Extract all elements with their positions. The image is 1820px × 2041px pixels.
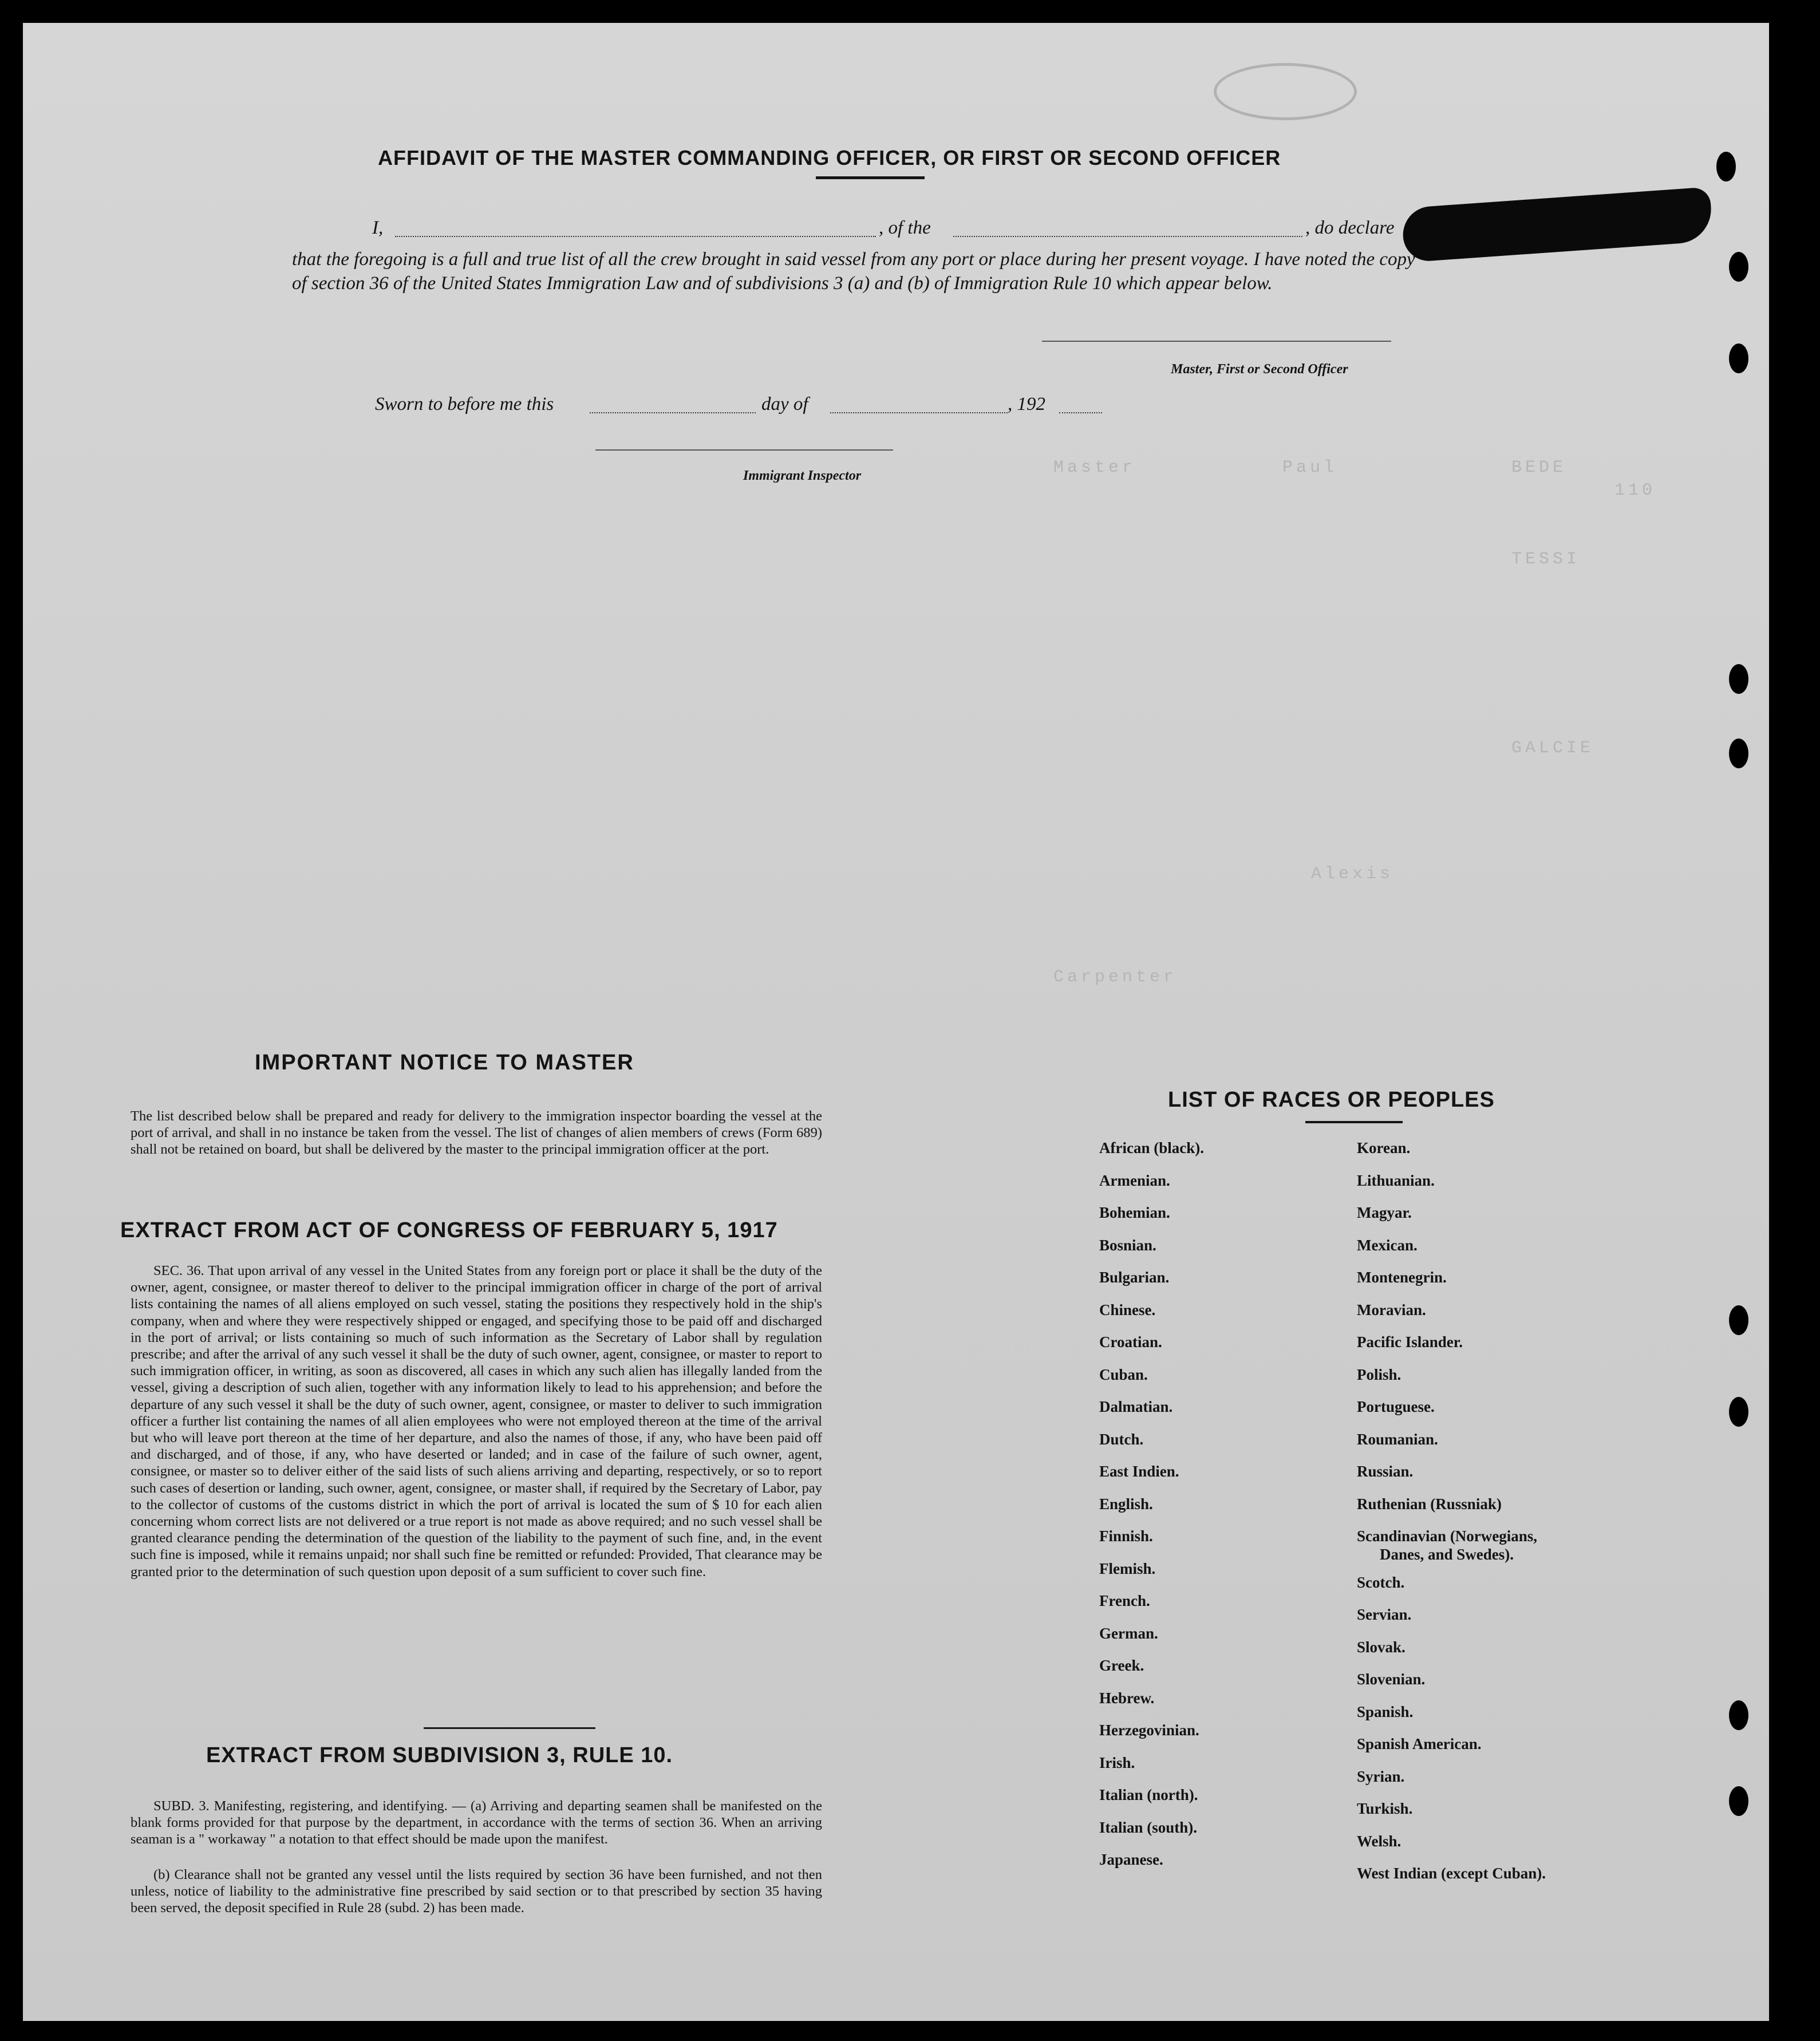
- race-item: Turkish.: [1357, 1800, 1413, 1817]
- race-item: Greek.: [1099, 1657, 1144, 1674]
- section-divider: [424, 1727, 595, 1729]
- name-blank[interactable]: [395, 236, 876, 237]
- race-item: Bosnian.: [1099, 1237, 1156, 1254]
- race-item: Montenegrin.: [1357, 1269, 1447, 1286]
- race-item: Cuban.: [1099, 1366, 1148, 1383]
- race-item: English.: [1099, 1495, 1153, 1513]
- inspector-signature-line[interactable]: [595, 449, 893, 451]
- race-item: French.: [1099, 1592, 1150, 1609]
- race-item: Syrian.: [1357, 1768, 1405, 1785]
- race-item: Ruthenian (Russniak): [1357, 1495, 1502, 1513]
- race-item: Polish.: [1357, 1366, 1401, 1383]
- race-item: Dalmatian.: [1099, 1398, 1173, 1415]
- binding-hole: [1729, 1700, 1748, 1730]
- race-item: Chinese.: [1099, 1301, 1156, 1318]
- sworn-month-blank[interactable]: [830, 412, 1008, 413]
- race-item: Korean.: [1357, 1139, 1411, 1156]
- binding-hole: [1729, 664, 1748, 694]
- race-item: Lithuanian.: [1357, 1172, 1435, 1189]
- notice-title: IMPORTANT NOTICE TO MASTER: [255, 1051, 634, 1075]
- affidavit-do-declare: , do declare: [1305, 218, 1395, 238]
- binding-hole: [1729, 252, 1748, 282]
- race-item: Pacific Islander.: [1357, 1333, 1463, 1351]
- races-title: LIST OF RACES OR PEOPLES: [1168, 1088, 1495, 1112]
- faded-stamp: [1214, 63, 1357, 120]
- redaction-mark: [1401, 187, 1713, 262]
- sworn-day-of: day of: [761, 394, 808, 414]
- race-item: Slovenian.: [1357, 1671, 1426, 1688]
- binding-hole: [1716, 152, 1736, 181]
- affidavit-paragraph: that the foregoing is a full and true list of all the crew brought in said vessel from any port or place during her present voyage. I have noted the copy of section 36 of the United States Immigration Law and of subdivisions 3 (a) and (b) of Immigration Rule 10 which appear below.: [292, 249, 1415, 294]
- race-item: Servian.: [1357, 1606, 1412, 1623]
- race-item: East Indien.: [1099, 1463, 1179, 1480]
- race-item: Scotch.: [1357, 1574, 1405, 1591]
- document-page: BEDE TESSI GALCIE Paul Master 110 Alexis Carpenter AFFIDAVIT OF THE MASTER COMMANDING OFFICER, OR FIRST OR SECOND OFFICER I, , of the , do declare that the foregoing is a full and true list of all the crew brought in said vessel from any port or place during her present voyage. I have noted the copy of section 36 of the United States Immigration Law and of subdivisions 3 (a) and (b) of Immigration Rule 10 which appear below. Master, First or Second Officer Sworn to before me this day of , 192 Immigrant Inspector IMPORTANT NOTICE TO MASTER The list described below shall be prepared and ready for delivery to the immigration inspector boarding the vessel at the port of arrival, and shall in no instance be taken from the vessel. The list of changes of alien members of crews (Form 689) shall not be retained on board, but shall be delivered by the master to the principal immigration officer at the port. EXTRACT FROM ACT OF CONGRESS OF FEBRUARY 5, 1917 SEC. 36. That upon arrival of any vessel in the United States from any foreign port or place it shall be the duty of the owner, agent, consignee, or master thereof to deliver to the principal immigration officer in charge of the port of arrival lists containing the names of all aliens employed on such vessel, stating the positions they respectively hold in the ship's company, when and where they were respectively shipped or engaged, and specifying those to be paid off and discharged in the port of arrival; or lists containing so much of such information as the Secretary of Labor shall by regulation prescribe; and after the arrival of any such vessel it shall be the duty of such owner, agent, consignee, or master to report to such immigration officer, in writing, as soon as discovered, all cases in which any such alien has illegally landed from the vessel, giving a description of such alien, together with any information likely to lead to his apprehension; and before the departure of any such vessel it shall be the duty of such owner, agent, consignee, or master to deliver to such immigration officer a further list containing the names of all alien employees who were not employed thereon at the time of the arrival but who will leave port thereon at the time of her departure, and also the names of those, if any, who have been paid off and discharged, and of those, if any, who have deserted or landed; and in case of the failure of such owner, agent, consignee, or master so to deliver either of the said lists of such aliens arriving and departing, respectively, or so to report such cases of desertion or landing, such owner, agent, consignee, or master shall, if required by the Secretary of Labor, pay to the collector of customs of the customs district in which the port of arrival is located the sum of $ 10 for each alien concerning whom correct lists are not delivered or a true report is not made as above required; and no such vessel shall be granted clearance pending the determination of the question of the liability to the payment of such fine, and, in the event such fine is imposed, while it remains unpaid; nor shall such fine be remitted or refunded: Provided, That clearance may be granted prior to the determination of such question upon deposit of a sum sufficient to cover such fine. EXTRACT FROM SUBDIVISION 3, RULE 10. SUBD. 3. Manifesting, registering, and identifying. — (a) Arriving and departing seamen shall be manifested on the blank forms provided for that purpose by the department, in accordance with the terms of section 36. When an arriving seaman is a " workaway " a notation to that effect should be made upon the manifest. (b) Clearance shall not be granted any vessel until the lists required by section 36 have been furnished, and not then unless, notice of liability to the administrative fine prescribed by said section or to that prescribed by section 35 having been served, the deposit specified in Rule 28 (subd. 2) has been made. LIST OF RACES OR PEOPLES African (black). Armenian. Bohemian. Bosnian. Bulgarian. Chinese. Croatian. Cuban. Dalmatian. Dutch. East Indien. English. Finnish. Flemish. French. German. Greek. Hebrew. Herzegovinian. Irish. Italian (north). Italian (south). Japanese. Korean. Lithuanian. Magyar. Mexican. Montenegrin. Moravian. Pacific Islander. Polish. Portuguese. Roumanian. Russian. Ruthenian (Russniak) Scandinavian (Norwegians, Danes, and Swedes). Scotch. Servian. Slovak. Slovenian. Spanish. Spanish American. Syrian. Turkish. Welsh. West Indian (except Cuban).: [23, 23, 1769, 2021]
- races-title-rule: [1305, 1121, 1403, 1123]
- race-item: Moravian.: [1357, 1301, 1426, 1318]
- affidavit-i: I,: [372, 218, 384, 238]
- race-item: Welsh.: [1357, 1833, 1401, 1850]
- race-item: West Indian (except Cuban).: [1357, 1865, 1546, 1882]
- race-item: Russian.: [1357, 1463, 1414, 1480]
- sworn-year-blank[interactable]: [1059, 412, 1102, 413]
- race-item: Bohemian.: [1099, 1204, 1170, 1221]
- race-item: Herzegovinian.: [1099, 1722, 1199, 1739]
- race-item: Dutch.: [1099, 1431, 1144, 1448]
- binding-hole: [1729, 1305, 1748, 1335]
- race-item: Flemish.: [1099, 1560, 1156, 1577]
- race-item: Irish.: [1099, 1754, 1135, 1771]
- binding-hole: [1729, 344, 1748, 373]
- race-item: German.: [1099, 1625, 1158, 1642]
- binding-hole: [1729, 1397, 1748, 1427]
- race-item: Italian (south).: [1099, 1819, 1198, 1836]
- race-item: Roumanian.: [1357, 1431, 1438, 1448]
- binding-hole: [1729, 1786, 1748, 1816]
- signature-line[interactable]: [1042, 341, 1391, 342]
- race-item: Slovak.: [1357, 1639, 1406, 1656]
- race-item: Spanish American.: [1357, 1735, 1482, 1752]
- race-item: Magyar.: [1357, 1204, 1412, 1221]
- race-item: Japanese.: [1099, 1851, 1163, 1868]
- inspector-caption: Immigrant Inspector: [743, 468, 862, 483]
- signature-caption: Master, First or Second Officer: [1171, 362, 1348, 377]
- race-item: Croatian.: [1099, 1333, 1162, 1351]
- subdivision-b-paragraph: (b) Clearance shall not be granted any vessel until the lists required by section 36 have been furnished, and not then unless, notice of liability to the administrative fine prescribed by said section or to that prescribed by section 35 having been served, the deposit specified in Rule 28 (subd. 2) has been made.: [131, 1867, 822, 1916]
- race-item: Armenian.: [1099, 1172, 1170, 1189]
- race-item: Mexican.: [1357, 1237, 1418, 1254]
- race-item: Finnish.: [1099, 1527, 1153, 1545]
- affidavit-of-the: , of the: [879, 218, 931, 238]
- section-36-paragraph: SEC. 36. That upon arrival of any vessel in the United States from any foreign port or place it shall be the duty of the owner, agent, consignee, or master thereof to deliver to the principal immigration officer in charge of the port of arrival lists containing the names of all aliens employed on such vessel, stating the positions they respectively hold in the ship's company, when and where they were respectively shipped or engaged, and specifying those to be paid off and discharged in the port of arrival; or lists containing so much of such information as the Secretary of Labor shall by regulation prescribe; and after the arrival of any such vessel it shall be the duty of such owner, agent, consignee, or master to report to such immigration officer, in writing, as soon as discovered, all cases in which any such alien has illegally landed from the vessel, giving a description of such alien, together with any information likely to lead to his apprehension; and before the departure of any such vessel it shall be the duty of such owner, agent, consignee, or master to deliver to such immigration officer a further list containing the names of all alien employees who were not employed thereon at the time of the arrival but who will leave port thereon at the time of her departure, and also the names of those, if any, who have been paid off and discharged, and of those, if any, who have deserted or landed; and in case of the failure of such owner, agent, consignee, or master so to deliver either of the said lists of such aliens arriving and departing, respectively, or so to report such cases of desertion or landing, such owner, agent, consignee, or master shall, if required by the Secretary of Labor, pay to the collector of customs of the customs district in which the port of arrival is located the sum of $ 10 for each alien concerning whom correct lists are not delivered or a true report is not made as above required; and no such vessel shall be granted clearance pending the determination of the question of the liability to the payment of such fine, and, in the event such fine is imposed, while it remains unpaid; nor shall such fine be remitted or refunded: Provided, That clearance may be granted prior to the determination of such question upon deposit of a sum sufficient to cover such fine.: [131, 1263, 822, 1580]
- race-item: African (black).: [1099, 1139, 1204, 1156]
- sworn-year: , 192: [1008, 394, 1045, 414]
- sworn-prefix: Sworn to before me this: [375, 394, 554, 414]
- binding-hole: [1729, 739, 1748, 768]
- extract-rule-title: EXTRACT FROM SUBDIVISION 3, RULE 10.: [206, 1743, 673, 1767]
- race-item: Italian (north).: [1099, 1786, 1198, 1803]
- race-item: Bulgarian.: [1099, 1269, 1170, 1286]
- extract-act-title: EXTRACT FROM ACT OF CONGRESS OF FEBRUARY 5, 1917: [120, 1218, 778, 1242]
- race-item: Portuguese.: [1357, 1398, 1435, 1415]
- sworn-day-blank[interactable]: [590, 412, 756, 413]
- race-item: Danes, and Swedes).: [1380, 1546, 1514, 1563]
- race-item: Scandinavian (Norwegians,: [1357, 1527, 1538, 1545]
- race-item: Spanish.: [1357, 1703, 1414, 1720]
- affidavit-title: AFFIDAVIT OF THE MASTER COMMANDING OFFICER, OR FIRST OR SECOND OFFICER: [378, 146, 1281, 169]
- notice-paragraph: The list described below shall be prepared and ready for delivery to the immigration inspector boarding the vessel at the port of arrival, and shall in no instance be taken from the vessel. The list of changes of alien members of crews (Form 689) shall not be retained on board, but shall be delivered by the master to the principal immigration officer at the port.: [131, 1108, 822, 1158]
- subdivision-a-paragraph: SUBD. 3. Manifesting, registering, and identifying. — (a) Arriving and departing seamen shall be manifested on the blank forms provided for that purpose by the department, in accordance with the terms of section 36. When an arriving seaman is a " workaway " a notation to that effect should be made upon the manifest.: [131, 1798, 822, 1847]
- affidavit-title-rule: [816, 176, 925, 179]
- race-item: Hebrew.: [1099, 1689, 1155, 1707]
- vessel-blank[interactable]: [953, 236, 1302, 237]
